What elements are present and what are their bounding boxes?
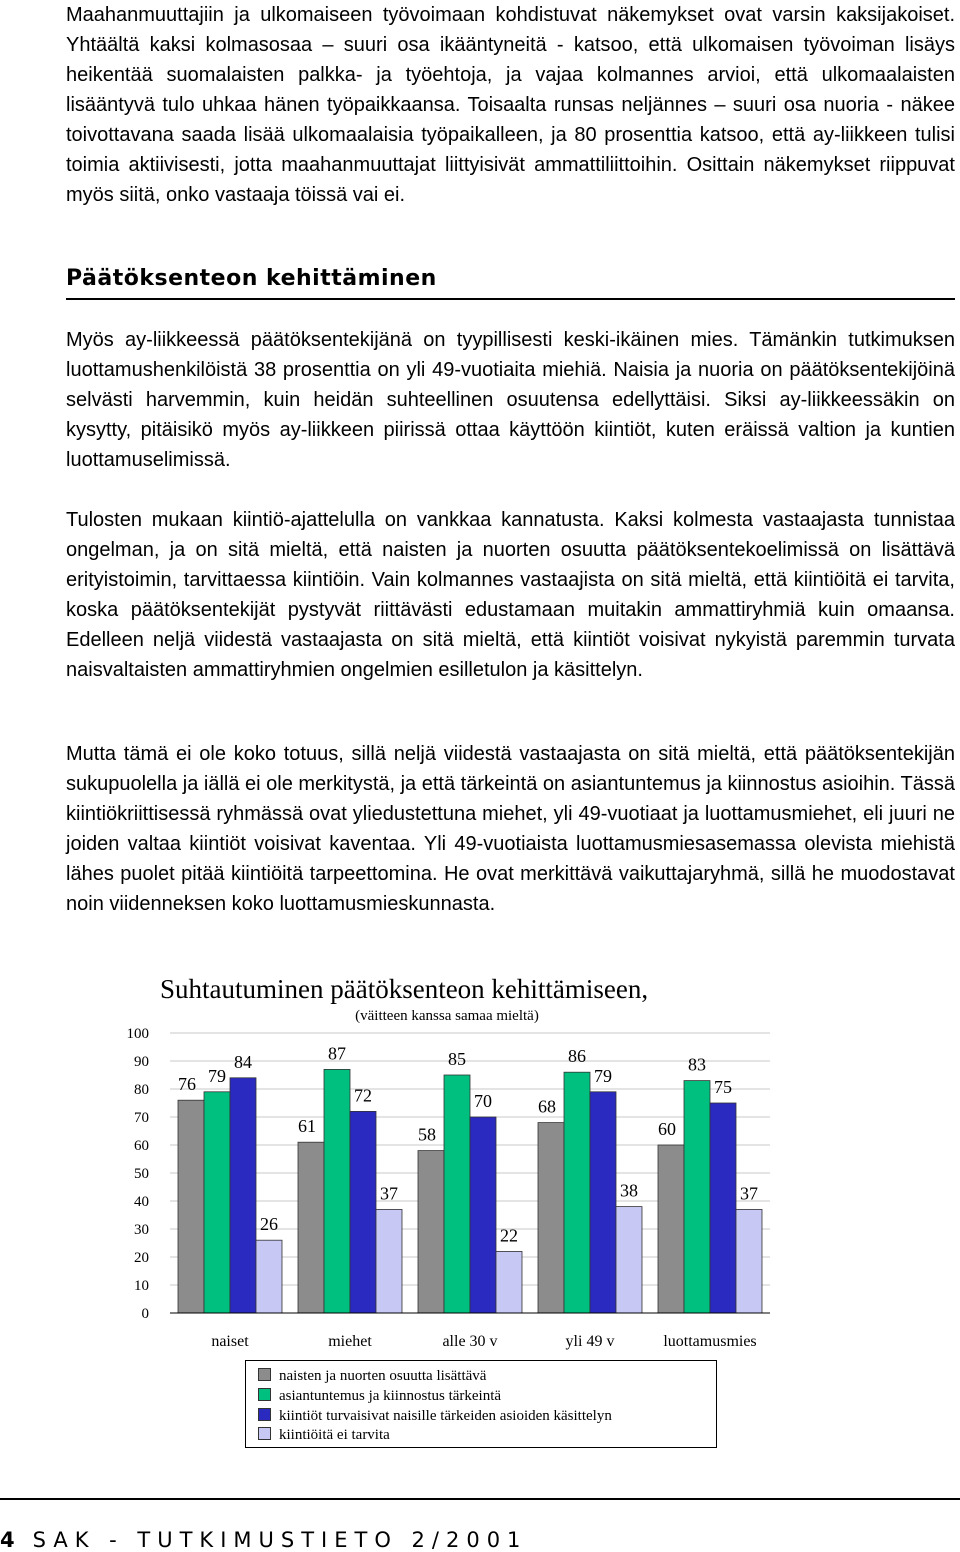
bar — [178, 1100, 204, 1313]
page-footer — [0, 1528, 527, 1552]
bar — [616, 1207, 642, 1313]
bar — [376, 1209, 402, 1313]
y-tick-label: 40 — [134, 1194, 149, 1210]
bar-value-label: 37 — [740, 1183, 758, 1204]
bar-value-label: 68 — [538, 1096, 556, 1117]
bar — [298, 1142, 324, 1313]
bar-value-label: 26 — [260, 1214, 278, 1235]
x-tick-label: alle 30 v — [442, 1333, 498, 1350]
bar-value-label: 75 — [714, 1077, 732, 1097]
bar — [470, 1117, 496, 1313]
y-tick-label: 90 — [134, 1054, 149, 1070]
section-heading: Päätöksenteon kehittäminen — [66, 266, 437, 291]
bar — [590, 1092, 616, 1313]
bar — [564, 1072, 590, 1313]
bar-value-label: 60 — [658, 1119, 676, 1139]
bar — [710, 1103, 736, 1313]
publication-name: SAK - TUTKIMUSTIETO 2/2001 — [32, 1528, 528, 1552]
y-tick-label: 80 — [134, 1082, 149, 1098]
legend-label: naisten ja nuorten osuutta lisättävä — [279, 1368, 487, 1384]
bar-value-label: 37 — [380, 1183, 398, 1204]
bar — [350, 1111, 376, 1313]
bar — [256, 1240, 282, 1313]
bar-value-label: 38 — [620, 1180, 638, 1201]
legend-swatch — [258, 1408, 271, 1421]
chart-title: Suhtautuminen päätöksenteon kehittämiseen, — [160, 974, 649, 1004]
bar-value-label: 76 — [178, 1074, 196, 1095]
y-tick-label: 10 — [134, 1278, 149, 1294]
body-paragraph-3: Mutta tämä ei ole koko totuus, sillä neljä viidestä vastaajasta on sitä mieltä, että päätöksentekijän sukupuolella ja iällä ei ole merkitystä, ja että tärkeintä on asiantuntemus ja kiinnostus asioihin. Tässä kiintiökriittisessä ryhmässä ovat yliedustettuna miehet, yli 49-vuotiaat ja luottamusmiehet, eli juuri ne joiden valtaa kiintiöt voisivat kaventaa. Yli 49-vuotiaista luottamusmiesasemassa olevista miehistä lähes puolet pitää kiintiöitä tarpeettomina. He ovat merkittävä vaikuttajaryhmä, sillä he muodostavat noin viidenneksen koko luottamusmieskunnasta. — [66, 743, 956, 915]
bar-value-label: 72 — [354, 1085, 372, 1106]
bar — [496, 1251, 522, 1313]
bar-value-label: 79 — [208, 1065, 226, 1086]
chart-legend — [245, 1360, 717, 1448]
bar-value-label: 22 — [500, 1225, 518, 1246]
y-tick-label: 60 — [134, 1138, 149, 1154]
x-tick-label: yli 49 v — [565, 1333, 615, 1350]
bar-value-label: 58 — [418, 1124, 436, 1145]
bar — [204, 1092, 230, 1313]
intro-paragraph: Maahanmuuttajiin ja ulkomaiseen työvoimaan kohdistuvat näkemykset ovat varsin kaksijakoiset. Yhtäältä kaksi kolmasosaa – suuri osa ikääntyneitä - katsoo, että ulkomaisen työvoiman lisäys heikentää suomalaisten palkka- ja työehtoja, ja vajaa kolmannes arvioi, että ulkomaalaisten lisääntyvä tulo uhkaa hänen työpaikkaansa. Toisaalta runsas neljännes – suuri osa nuoria - näkee toivottavana saada lisää ulkomaalaisia työpaikalleen, ja 80 prosenttia katsoo, että ay-liikkeen tulisi toimia aktiivisesti, jotta maahanmuuttajat liittyisivät ammattiliittoihin. Osittain näkemykset riippuvat myös siitä, onko vastaaja töissä vai ei. — [66, 4, 955, 206]
bar-value-label: 87 — [328, 1043, 346, 1064]
legend-label: asiantuntemus ja kiinnostus tärkeintä — [279, 1388, 502, 1404]
legend-swatch — [258, 1388, 271, 1401]
legend-item — [258, 1387, 501, 1405]
bar-value-label: 84 — [234, 1051, 252, 1072]
bar — [538, 1123, 564, 1313]
body-paragraph-1: Myös ay-liikkeessä päätöksentekijänä on tyypillisesti keski-ikäinen mies. Tämänkin tutkimuksen luottamushenkilöistä 38 prosenttia on yli 49-vuotiaita miehiä. Naisia ja nuoria on päätöksentekijöinä selvästi harvemmin, kuin heidän suhteellinen osuutensa edellyttäisi. Siksi ay-liikkeessäkin on kysytty, pitäisikö myös ay-liikkeen piirissä ottaa käyttöön kiintiöt, kuten eräissä valtion ja kuntien luottamuselimissä. — [66, 329, 955, 471]
y-tick-label: 70 — [134, 1110, 149, 1126]
y-tick-label: 100 — [126, 1026, 149, 1042]
bar — [444, 1075, 470, 1313]
legend-swatch — [258, 1368, 271, 1381]
heading-divider — [66, 298, 955, 300]
chart-subtitle: (väitteen kanssa samaa mieltä) — [355, 1008, 539, 1024]
x-tick-label: miehet — [328, 1333, 372, 1350]
legend-swatch — [258, 1427, 271, 1440]
x-tick-label: naiset — [211, 1333, 249, 1350]
page-number: 4 — [0, 1528, 15, 1552]
chart-canvas — [0, 960, 960, 1360]
bar — [658, 1145, 684, 1313]
bar-value-label: 70 — [474, 1091, 492, 1111]
bar-value-label: 61 — [298, 1116, 316, 1137]
bar — [418, 1151, 444, 1313]
y-tick-label: 50 — [134, 1166, 149, 1182]
legend-item — [258, 1367, 486, 1385]
legend-label: kiintiöitä ei tarvita — [279, 1427, 390, 1443]
bar-value-label: 85 — [448, 1049, 466, 1069]
bar — [736, 1209, 762, 1313]
bar — [684, 1081, 710, 1313]
bar-value-label: 83 — [688, 1054, 706, 1075]
bar — [230, 1078, 256, 1313]
x-tick-label: luottamusmies — [663, 1333, 757, 1350]
y-tick-label: 20 — [134, 1250, 149, 1266]
bar-value-label: 79 — [594, 1065, 612, 1086]
legend-item — [258, 1426, 390, 1444]
bar-value-label: 86 — [568, 1046, 586, 1067]
y-tick-label: 0 — [141, 1306, 149, 1322]
y-tick-label: 30 — [134, 1222, 149, 1238]
legend-item — [258, 1407, 612, 1425]
bar — [324, 1069, 350, 1313]
body-paragraph-2: Tulosten mukaan kiintiö-ajattelulla on vankkaa kannatusta. Kaksi kolmesta vastaajasta tunnistaa ongelman, ja on sitä mieltä, että naisten ja nuorten osuutta päätöksentekoelimissä on lisättävä erityistoimin, tarvittaessa kiintiöin. Vain kolmannes vastaajista on sitä mieltä, että kiintiöitä ei tarvita, koska päätöksentekijät pystyvät riittävästi edustamaan muitakin ammattiryhmiä kuin omaansa. Edelleen neljä viidestä vastaajasta on sitä mieltä, että kiintiöt voisivat nykyistä paremmin turvata naisvaltaisten ammattiryhmien ongelmien esilletulon ja käsittelyn. — [66, 509, 955, 681]
footer-divider — [0, 1498, 960, 1500]
legend-label: kiintiöt turvaisivat naisille tärkeiden asioiden käsittelyn — [279, 1408, 612, 1424]
